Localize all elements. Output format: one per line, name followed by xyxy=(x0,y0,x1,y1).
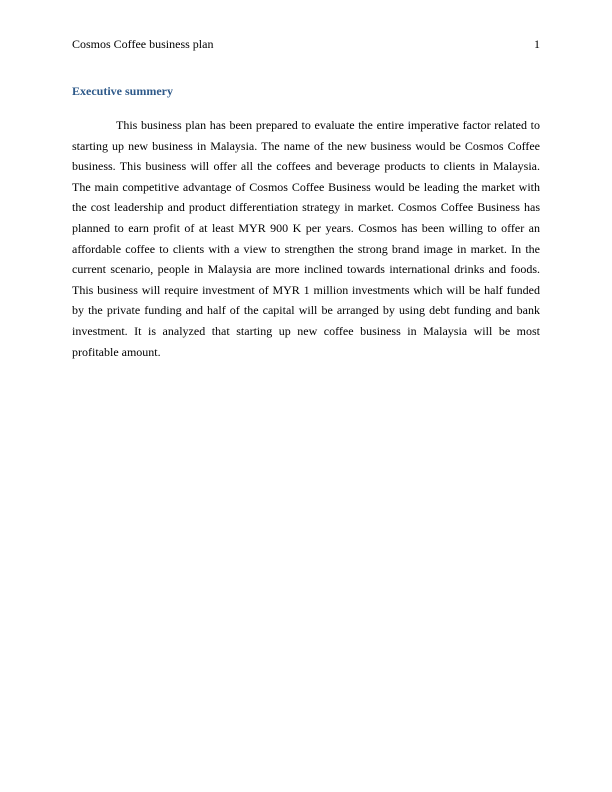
header-title: Cosmos Coffee business plan xyxy=(72,37,214,51)
section-heading: Executive summery xyxy=(72,84,173,98)
page-header xyxy=(72,36,540,52)
body-paragraph: This business plan has been prepared to evaluate the entire imperative factor related to starting up new business in Malaysia. The name of the new business would be Cosmos Coffee business. This business will offer all the coffees and beverage products to clients in Malaysia. The main competitive advantage of Cosmos Coffee Business would be leading the market with the cost leadership and product differentiation strategy in market. Cosmos Coffee Business has planned to earn profit of at least MYR 900 K per years. Cosmos has been willing to offer an affordable coffee to clients with a view to strengthen the strong brand image in market. In the current scenario, people in Malaysia are more inclined towards international drinks and foods. This business will require investment of MYR 1 million investments which will be half funded by the private funding and half of the capital will be arranged by using debt funding and bank investment. It is analyzed that starting up new coffee business in Malaysia will be most profitable amount. xyxy=(72,118,540,359)
page-number: 1 xyxy=(534,37,540,51)
